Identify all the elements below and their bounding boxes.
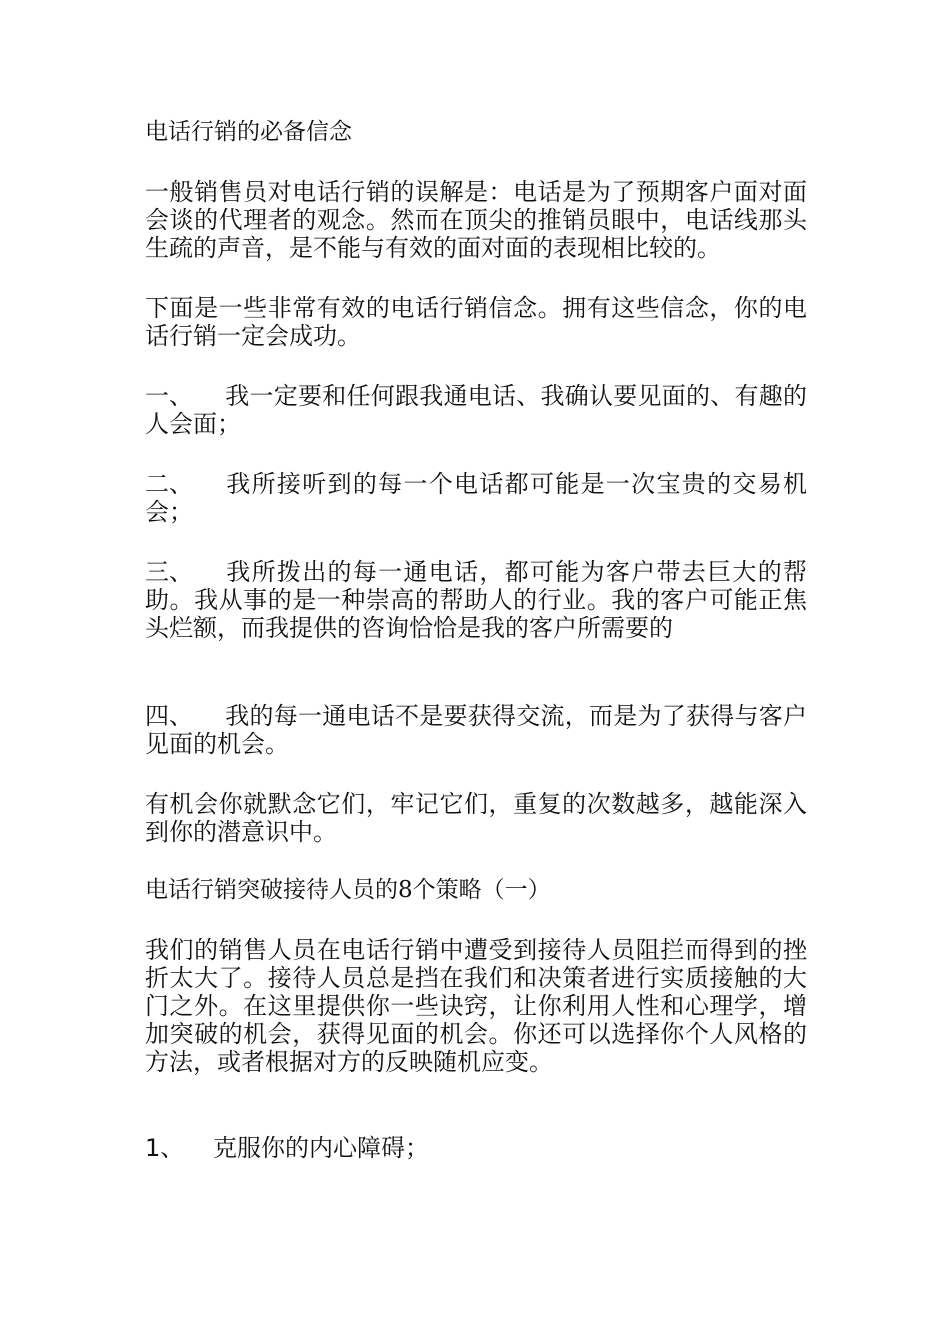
strategy-number: 1、 — [145, 1134, 185, 1162]
belief-number: 一、 — [145, 382, 193, 410]
strategy-text: 克服你的内心障碍； — [213, 1134, 429, 1162]
paragraph-receptionist: 我们的销售人员在电话行销中遭受到接待人员阻拦而得到的挫折太大了。接待人员总是挡在我们和决策者进行实质接触的大门之外。在这里提供你一些诀窍，让你利用人性和心理学，增加突破的机会，获得见面的机会。你还可以选择你个人风格的方法，或者根据对方的反映随机应变。 — [145, 936, 807, 1076]
belief-text: 我的每一通电话不是要获得交流，而是为了获得与客户见面的机会。 — [145, 702, 807, 758]
belief-text: 我所拨出的每一通电话，都可能为客户带去巨大的帮助。我从事的是一种崇高的帮助人的行业。我的客户可能正焦头烂额，而我提供的咨询恰恰是我的客户所需要的 — [145, 558, 807, 642]
belief-item — [145, 382, 807, 438]
belief-text: 我所接听到的每一个电话都可能是一次宝贵的交易机会； — [145, 470, 807, 526]
strategy-item — [145, 1134, 807, 1162]
paragraph-recite: 有机会你就默念它们，牢记它们，重复的次数越多，越能深入到你的潜意识中。 — [145, 790, 807, 846]
document-page — [145, 118, 807, 1162]
belief-number: 二、 — [145, 470, 193, 498]
section-title-strategies: 电话行销突破接待人员的8个策略（一） — [145, 877, 551, 903]
belief-number: 四、 — [145, 702, 193, 730]
belief-item — [145, 470, 807, 526]
belief-item — [145, 702, 807, 758]
belief-text: 我一定要和任何跟我通电话、我确认要见面的、有趣的人会面； — [145, 382, 807, 438]
belief-number: 三、 — [145, 558, 193, 586]
section-title-beliefs: 电话行销的必备信念 — [145, 119, 352, 145]
belief-item — [145, 558, 807, 642]
paragraph-beliefs-intro: 下面是一些非常有效的电话行销信念。拥有这些信念，你的电话行销一定会成功。 — [145, 294, 807, 350]
paragraph-misconception: 一般销售员对电话行销的误解是：电话是为了预期客户面对面会谈的代理者的观念。然而在顶尖的推销员眼中，电话线那头生疏的声音，是不能与有效的面对面的表现相比较的。 — [145, 178, 807, 262]
